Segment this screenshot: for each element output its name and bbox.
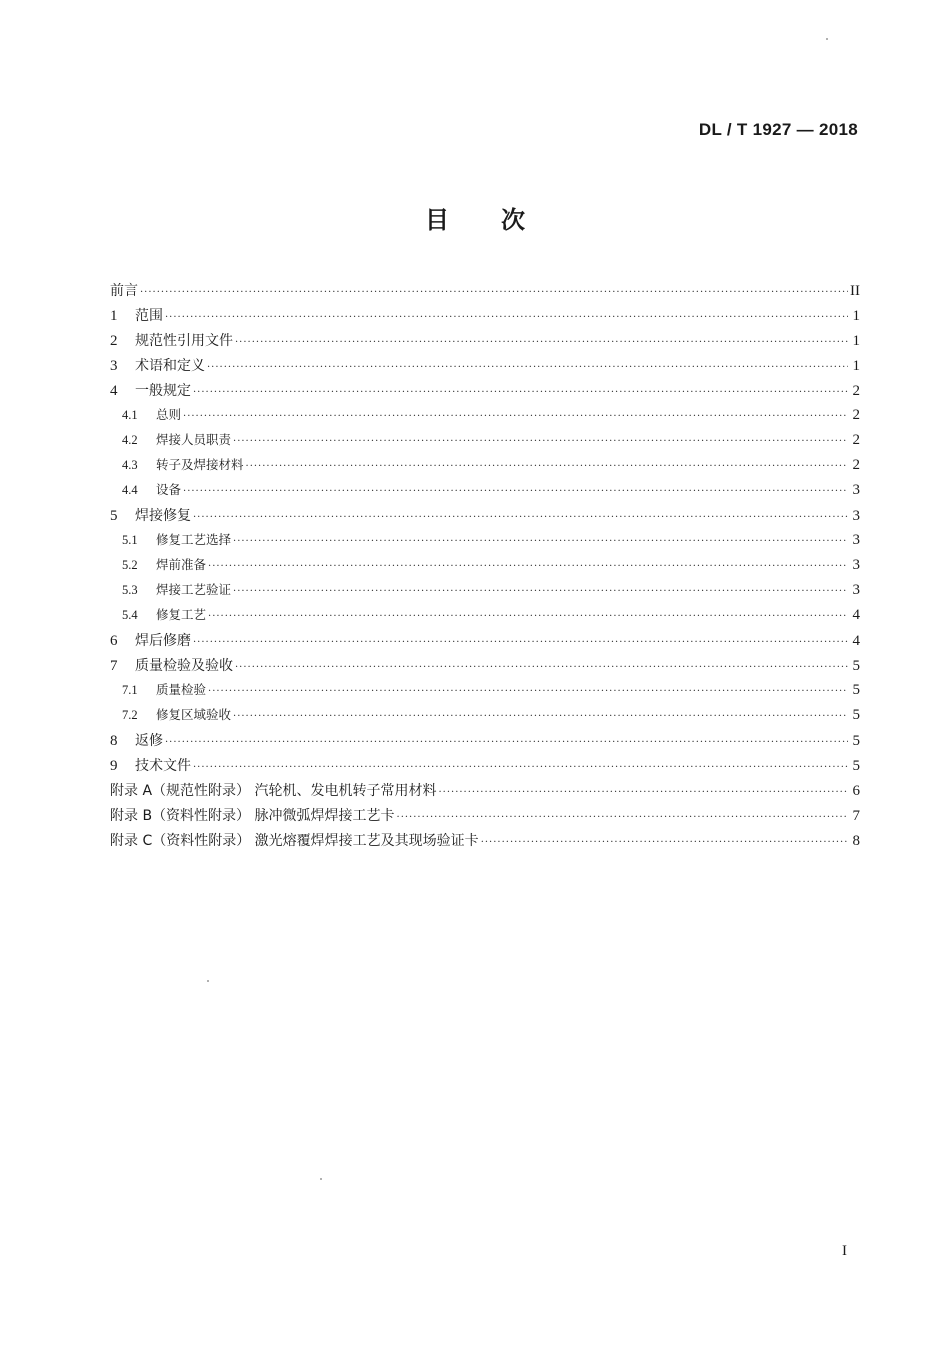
toc-entry-label: 质量检验及验收 <box>135 658 233 674</box>
toc-entry <box>110 355 860 380</box>
toc-leader-dots <box>246 461 848 472</box>
toc-entry-number: 2 <box>110 333 118 349</box>
toc-leader-dots <box>233 586 848 597</box>
toc-entry-page: 3 <box>852 557 860 573</box>
toc-entry <box>110 630 860 655</box>
toc-entry <box>110 380 860 405</box>
toc-entry <box>110 330 860 355</box>
toc-entry <box>110 530 860 555</box>
toc-entry-page: 8 <box>852 833 860 849</box>
toc-entry-number: 5.4 <box>122 608 138 622</box>
toc-leader-dots <box>233 711 848 722</box>
toc-entry-number: 1 <box>110 308 118 324</box>
toc-entry-label: 修复工艺选择 <box>156 532 232 547</box>
toc-entry <box>110 655 860 680</box>
toc-entry-number: 5.3 <box>122 583 138 597</box>
toc-leader-dots <box>233 436 848 447</box>
toc-entry-label: 附录 C（资料性附录） 激光熔覆焊焊接工艺及其现场验证卡 <box>110 833 479 849</box>
scan-speck <box>826 38 828 40</box>
toc-entry <box>110 580 860 605</box>
toc-entry-label: 焊前准备 <box>156 557 207 572</box>
toc-entry-page: 2 <box>852 457 860 473</box>
toc-entry <box>110 555 860 580</box>
toc-entry-page: 3 <box>852 508 860 524</box>
toc-leader-dots <box>481 837 848 848</box>
toc-entry-label: 前言 <box>110 283 138 299</box>
toc-entry <box>110 805 860 830</box>
toc-entry-page: 3 <box>852 532 860 548</box>
table-of-contents <box>110 280 860 855</box>
toc-entry-label: 附录 A（规范性附录） 汽轮机、发电机转子常用材料 <box>110 783 437 799</box>
toc-entry <box>110 480 860 505</box>
toc-leader-dots <box>183 486 848 497</box>
toc-entry-label: 转子及焊接材料 <box>156 457 244 472</box>
toc-leader-dots <box>207 362 848 373</box>
toc-leader-dots <box>208 686 848 697</box>
toc-entry-label: 技术文件 <box>135 758 191 774</box>
toc-leader-dots <box>235 662 848 673</box>
toc-entry <box>110 605 860 630</box>
toc-entry-page: 5 <box>852 733 860 749</box>
toc-entry-page: 3 <box>852 482 860 498</box>
toc-entry <box>110 705 860 730</box>
toc-entry-page: 7 <box>852 808 860 824</box>
toc-entry <box>110 430 860 455</box>
toc-entry-label: 焊接修复 <box>135 508 191 524</box>
toc-entry-page: 1 <box>852 358 860 374</box>
toc-entry-label: 规范性引用文件 <box>135 333 233 349</box>
toc-entry <box>110 730 860 755</box>
toc-entry <box>110 455 860 480</box>
toc-entry-label: 焊接工艺验证 <box>156 582 232 597</box>
toc-entry-label: 焊后修磨 <box>135 633 191 649</box>
toc-entry-page: 4 <box>852 633 860 649</box>
toc-entry-page: 1 <box>852 333 860 349</box>
toc-leader-dots <box>165 312 848 323</box>
toc-entry <box>110 830 860 855</box>
toc-entry-page: 3 <box>852 582 860 598</box>
toc-entry-page: 5 <box>852 758 860 774</box>
toc-entry-label: 范围 <box>135 308 163 324</box>
toc-entry-number: 4.4 <box>122 483 138 497</box>
toc-leader-dots <box>183 411 848 422</box>
toc-entry-number: 7.1 <box>122 683 138 697</box>
toc-entry <box>110 505 860 530</box>
toc-entry-page: 5 <box>852 658 860 674</box>
toc-entry <box>110 755 860 780</box>
toc-entry-number: 3 <box>110 358 118 374</box>
toc-entry-number: 5.1 <box>122 533 138 547</box>
toc-leader-dots <box>193 637 848 648</box>
toc-entry-page: 1 <box>852 308 860 324</box>
toc-entry-page: 5 <box>852 707 860 723</box>
toc-entry-label: 修复区域验收 <box>156 707 232 722</box>
toc-leader-dots <box>208 611 848 622</box>
toc-entry-label: 修复工艺 <box>156 607 207 622</box>
toc-entry-number: 5.2 <box>122 558 138 572</box>
page-title-left: 目 <box>425 206 449 234</box>
toc-entry <box>110 780 860 805</box>
toc-entry-number: 4.1 <box>122 408 138 422</box>
toc-entry-page: 5 <box>852 682 860 698</box>
toc-entry-number: 8 <box>110 733 118 749</box>
toc-entry-label: 总则 <box>156 407 182 422</box>
toc-entry-label: 返修 <box>135 733 163 749</box>
toc-entry-number: 5 <box>110 508 118 524</box>
toc-entry-label: 设备 <box>156 482 182 497</box>
toc-leader-dots <box>193 762 848 773</box>
toc-entry <box>110 280 860 305</box>
toc-leader-dots <box>438 787 848 798</box>
toc-entry <box>110 305 860 330</box>
page-title-right: 次 <box>501 206 525 234</box>
toc-entry-number: 7 <box>110 658 118 674</box>
toc-entry-number: 4.3 <box>122 458 138 472</box>
toc-leader-dots <box>193 387 848 398</box>
toc-entry-number: 4 <box>110 383 118 399</box>
toc-entry-number: 7.2 <box>122 708 138 722</box>
toc-leader-dots <box>140 287 848 298</box>
page-number: I <box>842 1243 847 1259</box>
toc-entry-number: 4.2 <box>122 433 138 447</box>
toc-leader-dots <box>397 812 848 823</box>
toc-entry-page: 6 <box>852 783 860 799</box>
toc-entry-page: 2 <box>852 432 860 448</box>
toc-entry-page: II <box>850 283 860 299</box>
page-title <box>0 200 950 235</box>
toc-entry-number: 6 <box>110 633 118 649</box>
toc-entry-label: 质量检验 <box>156 682 207 697</box>
toc-entry-label: 附录 B（资料性附录） 脉冲微弧焊焊接工艺卡 <box>110 808 395 824</box>
toc-entry-label: 焊接人员职责 <box>156 432 232 447</box>
toc-leader-dots <box>165 737 848 748</box>
scan-speck <box>320 1178 322 1180</box>
scan-speck <box>207 980 209 982</box>
toc-entry-page: 2 <box>852 383 860 399</box>
toc-leader-dots <box>235 337 848 348</box>
toc-entry-page: 4 <box>852 607 860 623</box>
toc-entry-label: 一般规定 <box>135 383 191 399</box>
toc-entry-label: 术语和定义 <box>135 358 205 374</box>
toc-leader-dots <box>208 561 848 572</box>
toc-entry <box>110 680 860 705</box>
standard-code: DL / T 1927 — 2018 <box>698 120 858 139</box>
toc-leader-dots <box>193 512 848 523</box>
toc-leader-dots <box>233 536 848 547</box>
toc-entry-page: 2 <box>852 407 860 423</box>
toc-entry-number: 9 <box>110 758 118 774</box>
toc-entry <box>110 405 860 430</box>
